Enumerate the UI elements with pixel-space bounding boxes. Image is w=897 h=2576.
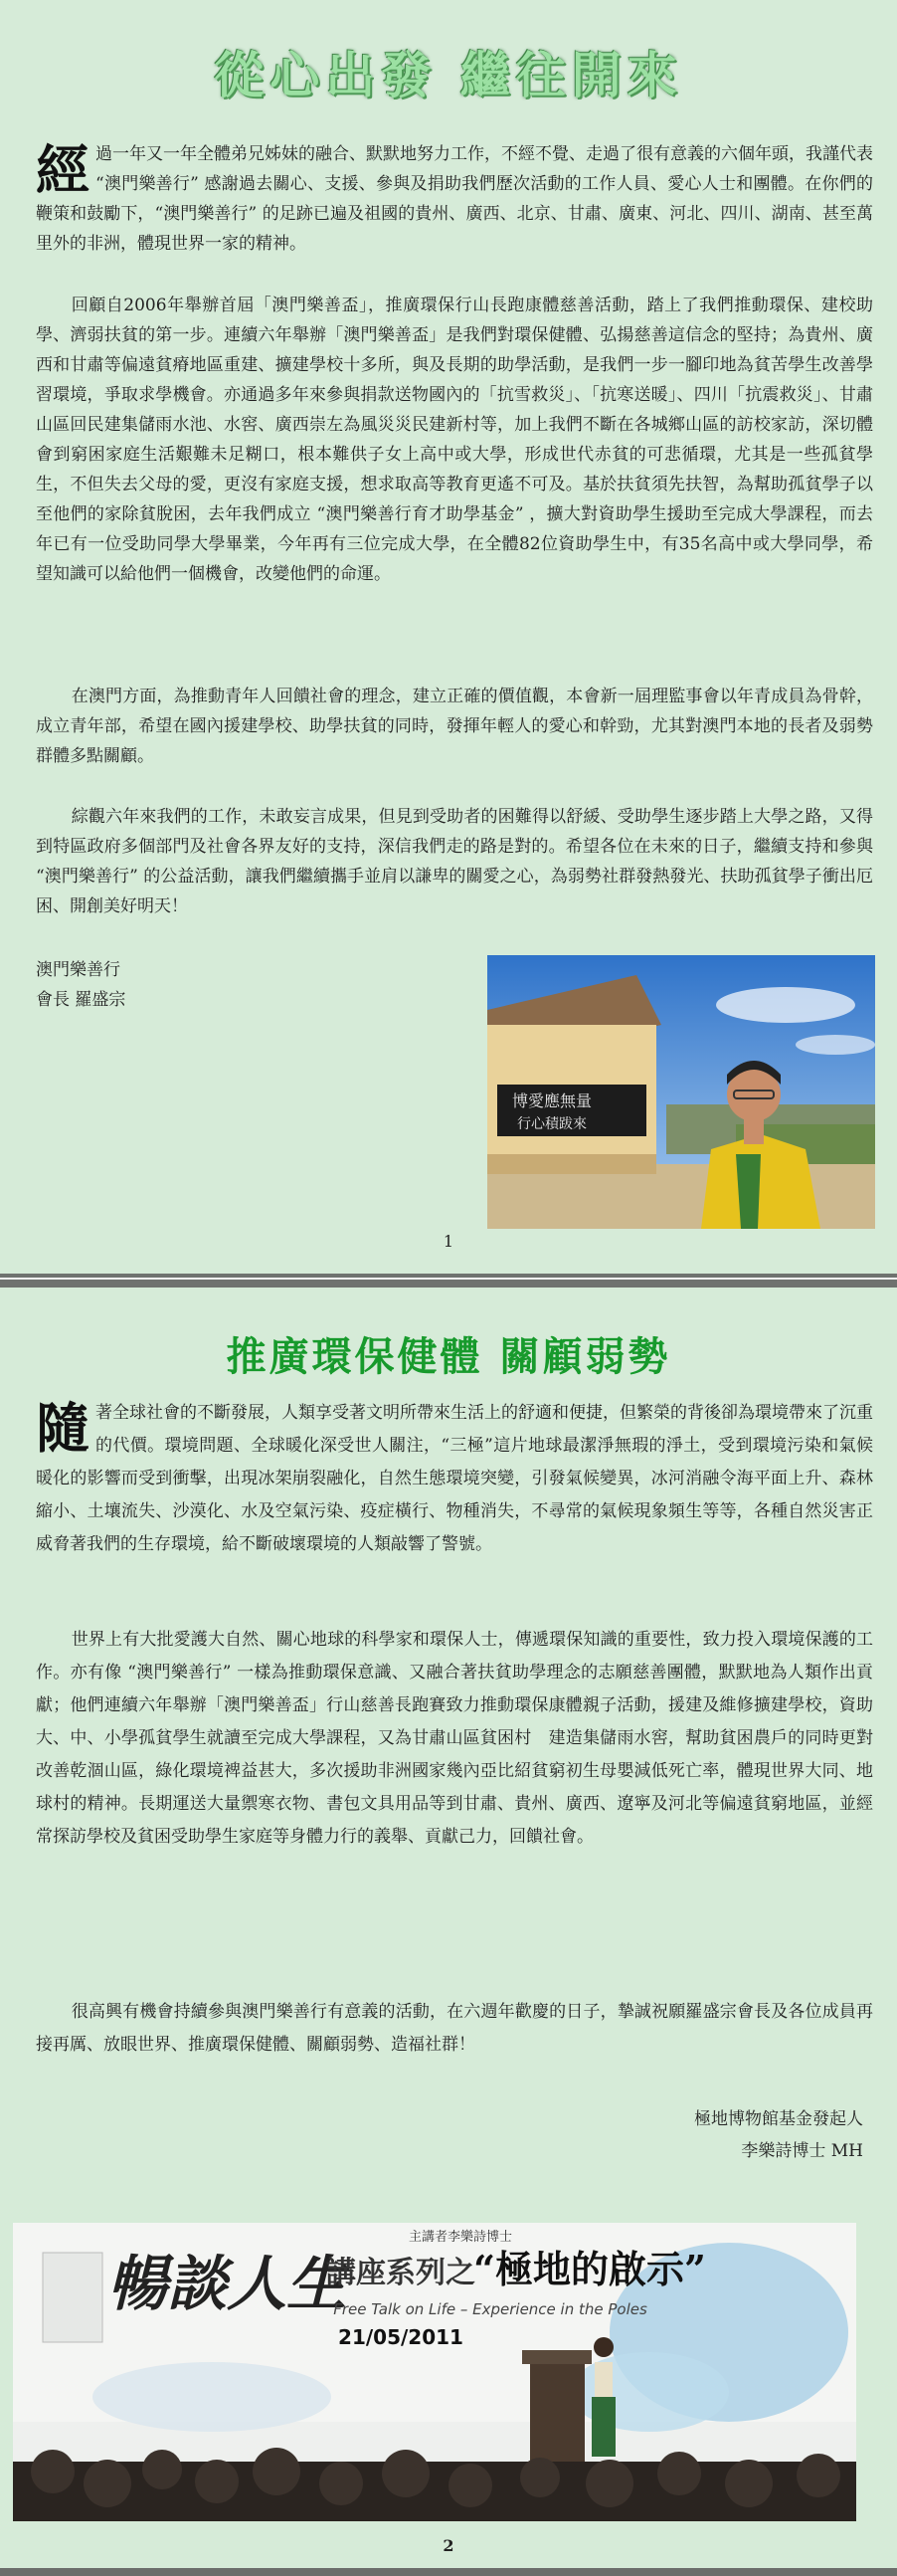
page-one-paragraph-4: 綜觀六年來我們的工作，未敢妄言成果，但見到受助者的困難得以舒緩、受助學生逐步踏上大學之路，又得到特區政府多個部門及社會各界友好的支持，深信我們走的路是對的。希望各位在未來的日子，繼續支持和參與 “澳門樂善行” 的公益活動，讓我們繼續攜手並肩以謙卑的關愛之心，為弱勢社群發熱發光、扶助孤貧學子衝出厄困、開創美好明天！ [36, 807, 873, 916]
banner-small-text: 主講者李樂詩博士 [408, 2230, 513, 2245]
banner-date: 21/05/2011 [338, 2325, 463, 2349]
banner-english: Free Talk on Life – Experience in the Poles [333, 2300, 647, 2318]
drop-cap: 經 [36, 138, 90, 202]
page-two-signature [694, 2103, 863, 2167]
chairman-photo [487, 955, 875, 1229]
page-two [0, 1288, 897, 2576]
signature-name: 李樂詩博士 MH [741, 2141, 863, 2161]
page-one-title: 從心出發 繼往開來 [214, 46, 683, 104]
page-two-paragraph-1 [36, 1397, 873, 1561]
page-one [0, 0, 897, 1274]
lecture-photo [13, 2223, 856, 2521]
signature-organization: 澳門樂善行 [36, 960, 120, 980]
banner-quote: “極地的啟示” [473, 2247, 706, 2291]
photo-sign-text-1: 博愛應無量 [512, 1091, 593, 1110]
page-one-paragraph-2: 回顧自2006年舉辦首屆「澳門樂善盃」，推廣環保行山長跑康體慈善活動，踏上了我們推動環保、建校助學、濟弱扶貧的第一步。連續六年舉辦「澳門樂善盃」是我們對環保健體、弘揚慈善這信念的堅持；為貴州、廣西和甘肅等偏遠貧瘠地區重建、擴建學校十多所，與及長期的助學活動，是我們一步一腳印地為貧苦學生改善學習環境，爭取求學機會。亦通過多年來參與捐款送物國內的「抗雪救災」、「抗寒送暖」、四川「抗震救災」、甘肅山區回民建集儲雨水池、水窖、廣西崇左為風災災民建新村等，加上我們不斷在各城鄉山區的訪校家訪，深切體會到窮困家庭生活艱難未足糊口，根本難供子女上高中或大學，形成世代赤貧的可悲循環，尤其是一些孤貧學生，不但失去父母的愛，更沒有家庭支援，想求取高等教育更遙不可及。基於扶貧須先扶智，為幫助孤貧學子以至他們的家除貧脫困，去年我們成立 “澳門樂善行育才助學基金” ，擴大對資助學生援助至完成大學課程，而去年已有一位受助同學大學畢業，今年再有三位完成大學，在全體82位資助學生中，有35名高中或大學同學，希望知識可以給他們一個機會，改變他們的命運。 [36, 296, 873, 584]
drop-cap: 隨 [36, 1396, 90, 1460]
page-number: 1 [443, 1232, 454, 1251]
banner-big-text-1: 暢談人生 [107, 2250, 346, 2319]
page-one-paragraph-3: 在澳門方面，為推動青年人回饋社會的理念，建立正確的價值觀，本會新一屆理監事會以年青成員為骨幹，成立青年部，希望在國內援建學校、助學扶貧的同時，發揮年輕人的愛心和幹勁，尤其對澳門本地的長者及弱勢群體多點關顧。 [36, 687, 873, 766]
banner-big-text-2: 講座系列之 [326, 2256, 475, 2290]
page-two-paragraph-2: 世界上有大批愛護大自然、關心地球的科學家和環保人士，傳遞環保知識的重要性，致力投入環境保護的工作。亦有像 “澳門樂善行” 一樣為推動環保意識、又融合著扶貧助學理念的志願慈善團體，默默地為人類作出貢獻；他們連續六年舉辦「澳門樂善盃」行山慈善長跑賽致力推動環保康體親子活動，援建及維修擴建學校，資助大、中、小學孤貧學生就讀至完成大學課程，又為甘肅山區貧困村 建造集儲雨水窖，幫助貧困農戶的同時更對改善乾涸山區，綠化環境裨益甚大，多次援助非洲國家幾內亞比紹貧窮初生母嬰減低死亡率，體現世界大同、地球村的精神。長期運送大量禦寒衣物、書包文具用品等到甘肅、貴州、廣西、遼寧及河北等偏遠貧窮地區，並經常探訪學校及貧困受助學生家庭等身體力行的義舉、貢獻己力，回饋社會。 [36, 1630, 873, 1847]
paragraph-text: 過一年又一年全體弟兄姊妹的融合、默默地努力工作，不經不覺、走過了很有意義的六個年頭，我謹代表 “澳門樂善行” 感謝過去關心、支援、參與及捐助我們歷次活動的工作人員、愛心人士和團體。在你們的鞭策和鼓勵下，“澳門樂善行” 的足跡已遍及祖國的貴州、廣西、北京、甘肅、廣東、河北、四川、湖南、甚至萬里外的非洲，體現世界一家的精神。 [36, 144, 873, 254]
paragraph-text: 著全球社會的不斷發展，人類享受著文明所帶來生活上的舒適和便捷，但繁榮的背後卻為環境帶來了沉重的代價。環境問題、全球暖化深受世人關注，“三極”這片地球最潔淨無瑕的淨土，受到環境污染和氣候暖化的影響而受到衝擊，出現冰架崩裂融化，自然生態環境突變，引發氣候變異，冰河消融令海平面上升、森林縮小、土壤流失、沙漠化、水及空氣污染、疫症橫行、物種消失，不尋常的氣候現象頻生等等，各種自然災害正威脅著我們的生存環境，給不斷破壞環境的人類敲響了警號。 [36, 1403, 873, 1554]
page-two-title: 推廣環保健體 關顧弱勢 [226, 1333, 671, 1380]
lecture-photo-image [13, 2223, 856, 2521]
photo-sign-text-2: 行心積跋來 [517, 1116, 587, 1132]
signature-name: 會長 羅盛宗 [36, 990, 126, 1010]
page-one-signature [36, 955, 125, 1015]
bottom-rule [0, 2568, 897, 2576]
signature-title: 極地博物館基金發起人 [694, 2109, 863, 2129]
page-one-paragraph-1 [36, 139, 873, 259]
chairman-photo-image [487, 955, 875, 1229]
page-two-paragraph-3: 很高興有機會持續參與澳門樂善行有意義的活動，在六週年歡慶的日子，摯誠祝願羅盛宗會長及各位成員再接再厲、放眼世界、推廣環保健體、關顧弱勢、造福社群！ [36, 2002, 873, 2055]
page-divider [0, 1274, 897, 1288]
page-number: 2 [443, 2536, 454, 2555]
